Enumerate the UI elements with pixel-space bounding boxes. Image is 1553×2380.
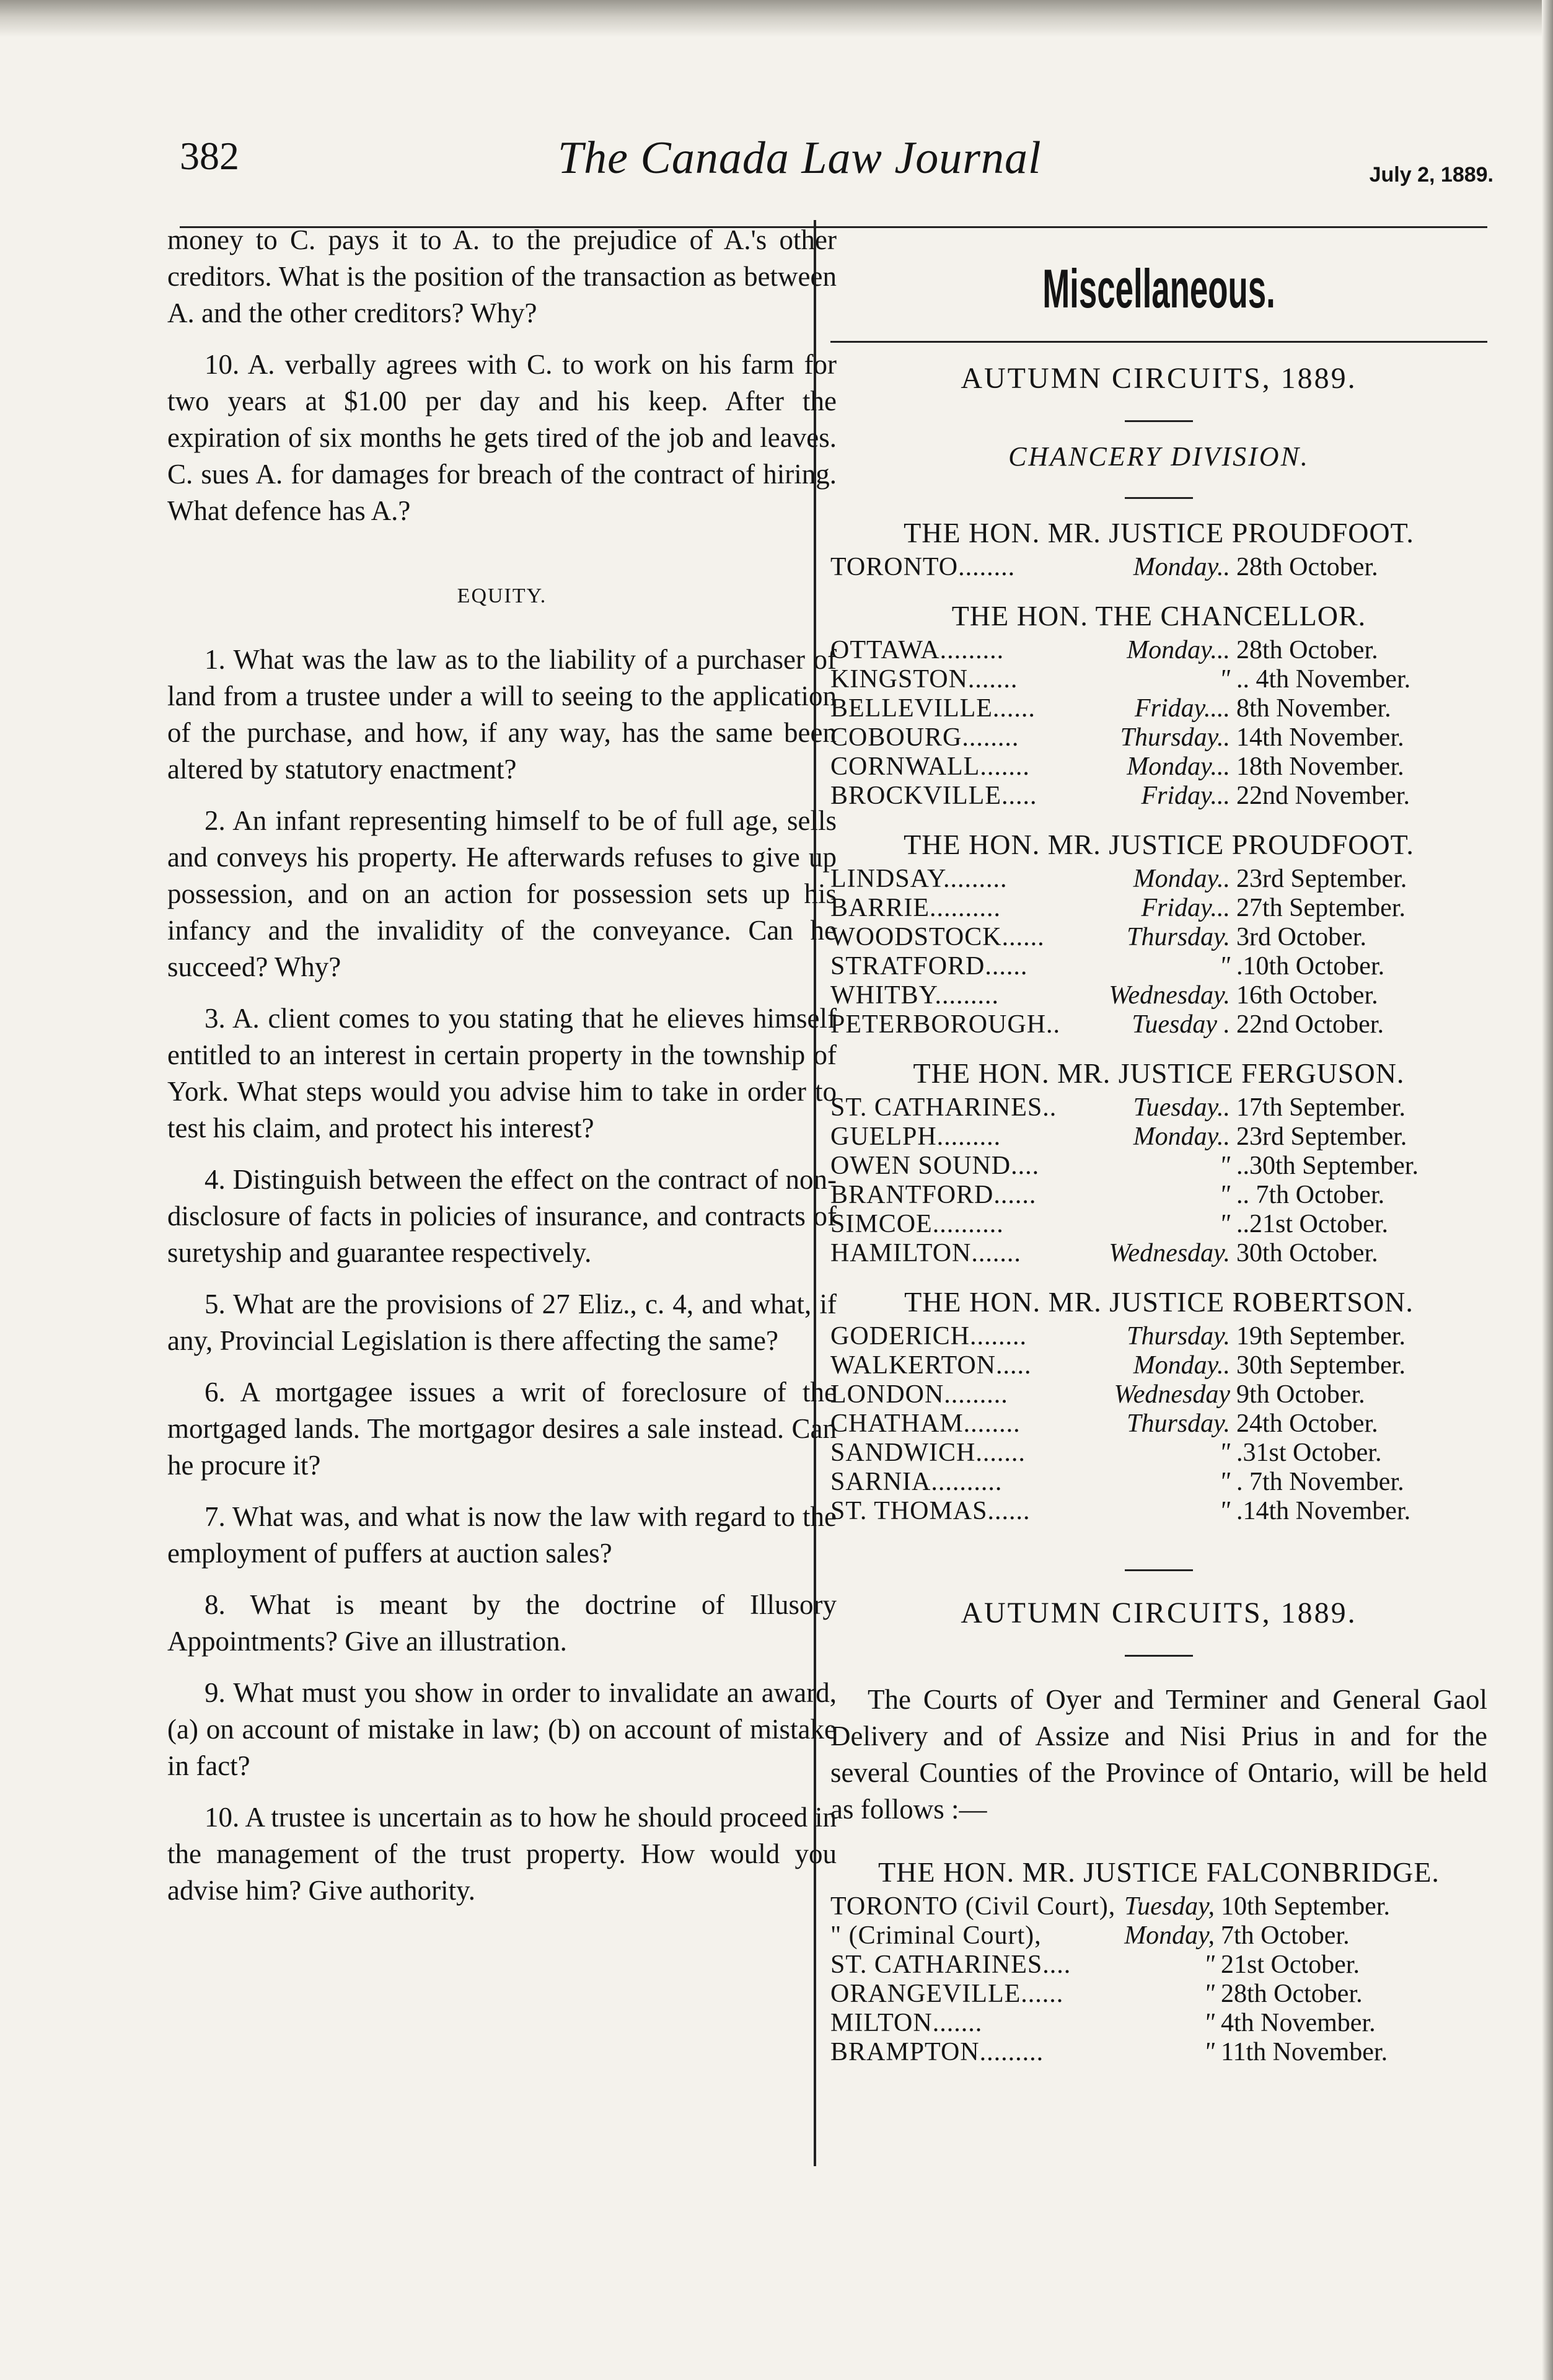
circuit-place: ST. CATHARINES.... — [830, 1950, 1071, 1979]
circuit-day: Thursday. — [1127, 1322, 1230, 1351]
circuit-day: " — [1203, 1980, 1215, 2008]
circuit-day: " — [1219, 1210, 1230, 1238]
equity-question: 5. What are the provisions of 27 Eliz., c. 4, and what, if any, Provincial Legislation is there affecting the same? — [167, 1289, 837, 1356]
equity-heading: EQUITY. — [457, 584, 547, 607]
circuit-day: " — [1219, 1497, 1230, 1525]
circuit-place: ST. CATHARINES.. — [830, 1093, 1057, 1122]
circuit-place: OTTAWA......... — [830, 636, 1005, 664]
schedule-row — [830, 1409, 1487, 1439]
circuit-date: .. 4th November. — [1236, 665, 1411, 694]
circuit-place: SIMCOE.......... — [830, 1210, 1004, 1238]
schedule-row — [830, 1497, 1487, 1526]
miscellaneous-heading: Miscellaneous. — [1042, 258, 1275, 319]
circuit-place: TORONTO........ — [830, 553, 1016, 581]
circuit-day: Friday.... — [1135, 694, 1230, 723]
circuit-place: MILTON....... — [830, 2009, 983, 2037]
judge-schedule — [830, 865, 1487, 1039]
circuit-day: " — [1219, 1152, 1230, 1180]
circuit-day: " — [1219, 952, 1230, 981]
circuit-day: " — [1203, 1950, 1215, 1979]
circuit-place: STRATFORD...... — [830, 952, 1028, 981]
equity-question: 8. What is meant by the doctrine of Illusory Appointments? Give an illustration. — [167, 1589, 837, 1657]
circuit-place: TORONTO (Civil Court), — [830, 1892, 1116, 1921]
circuit-date: .31st October. — [1236, 1439, 1382, 1467]
circuit-date: 18th November. — [1236, 752, 1404, 781]
short-divider — [1125, 1655, 1193, 1657]
circuit-place: CHATHAM........ — [830, 1409, 1021, 1438]
page-header — [161, 127, 1494, 195]
circuit-place: BRAMPTON......... — [830, 2038, 1044, 2066]
circuit-date: 14th November. — [1236, 723, 1404, 752]
circuit-place: CORNWALL....... — [830, 752, 1030, 781]
circuit-day: Thursday. — [1127, 923, 1230, 951]
falconbridge-schedule — [830, 1892, 1487, 2067]
circuit-place: GUELPH......... — [830, 1122, 1001, 1151]
circuit-day: Wednesday — [1114, 1380, 1230, 1409]
circuit-date: 9th October. — [1236, 1380, 1365, 1409]
equity-question: 2. An infant representing himself to be of full age, sells and conveys his property. He afterwards refuses to give up possession, and on an action for possession sets up his infancy and the invalidity of the conveyance. Can he succeed? Why? — [167, 805, 837, 982]
assize-intro: The Courts of Oyer and Terminer and General Gaol Delivery and of Assize and Nisi Prius in and for the several Counties of the Province of Ontario, will be held as follows :— — [830, 1684, 1487, 1825]
circuit-day: " — [1203, 2009, 1215, 2037]
continuation-paragraph: money to C. pays it to A. to the prejudice of A.'s other creditors. What is the position of the transaction as between A. and the other creditors? Why? — [167, 224, 837, 328]
circuit-date: 3rd October. — [1236, 923, 1366, 951]
equity-question: 6. A mortgagee issues a writ of foreclosure of the mortgaged lands. The mortgagor desires a sale instead. Can he procure it? — [167, 1377, 837, 1481]
schedule-row — [830, 1439, 1487, 1468]
judge-schedule — [830, 1322, 1487, 1526]
judge-schedule — [830, 636, 1487, 811]
schedule-row — [830, 1950, 1487, 1980]
circuit-day: Tuesday . — [1132, 1010, 1230, 1039]
judge-heading: THE HON. MR. JUSTICE PROUDFOOT. — [904, 829, 1414, 860]
circuit-place: " (Criminal Court), — [830, 1921, 1042, 1950]
schedule-row — [830, 1980, 1487, 2009]
circuit-day: Friday... — [1141, 782, 1230, 810]
circuit-day: Tuesday.. — [1133, 1093, 1230, 1122]
schedule-row — [830, 636, 1487, 665]
schedule-row — [830, 1122, 1487, 1152]
circuit-date: ..30th September. — [1236, 1152, 1419, 1180]
circuit-date: .. 7th October. — [1236, 1181, 1385, 1209]
circuit-day: Thursday.. — [1120, 723, 1230, 752]
circuit-place: GODERICH........ — [830, 1322, 1027, 1351]
circuit-place: COBOURG........ — [830, 723, 1019, 752]
short-divider — [1125, 497, 1193, 499]
schedule-row — [830, 894, 1487, 923]
right-column — [830, 229, 1487, 2067]
circuit-date: 22nd November. — [1236, 782, 1410, 810]
schedule-row — [830, 1210, 1487, 1239]
circuit-day: Monday.. — [1133, 553, 1230, 581]
schedule-row — [830, 2009, 1487, 2038]
circuit-date: 11th November. — [1221, 2038, 1388, 2066]
circuit-day: Friday... — [1141, 894, 1230, 922]
circuit-day: " — [1219, 665, 1230, 694]
schedule-row — [830, 553, 1487, 582]
schedule-row — [830, 1010, 1487, 1039]
equity-question: 10. A trustee is uncertain as to how he should proceed in the management of the trust property. How would you advise him? Give authority. — [167, 1802, 837, 1906]
issue-date: July 2, 1889. — [1369, 163, 1494, 187]
circuit-date: 22nd October. — [1236, 1010, 1384, 1039]
circuit-place: LONDON......... — [830, 1380, 1008, 1409]
circuit-date: ..21st October. — [1236, 1210, 1388, 1238]
equity-question: 1. What was the law as to the liability of a purchaser of land from a trustee under a will to seeing to the application of the purchase, and how, if any way, has the same been altered by statutory enactment? — [167, 644, 837, 785]
circuit-place: WOODSTOCK...... — [830, 923, 1045, 951]
schedule-row — [830, 1239, 1487, 1268]
circuit-day: Monday... — [1127, 752, 1230, 781]
circuit-date: 10th September. — [1221, 1892, 1390, 1921]
circuit-day: Monday.. — [1133, 865, 1230, 893]
schedule-row — [830, 1152, 1487, 1181]
circuit-date: 27th September. — [1236, 894, 1406, 922]
circuit-place: ORANGEVILLE...... — [830, 1980, 1064, 2008]
circuits-heading-2: AUTUMN CIRCUITS, 1889. — [961, 1597, 1357, 1629]
circuit-day: " — [1219, 1439, 1230, 1467]
circuit-date: 17th September. — [1236, 1093, 1406, 1122]
schedule-row — [830, 1322, 1487, 1351]
judge-heading: THE HON. MR. JUSTICE FERGUSON. — [913, 1057, 1405, 1089]
judge-schedule — [830, 553, 1487, 582]
circuit-date: 30th September. — [1236, 1351, 1406, 1380]
circuit-date: .10th October. — [1236, 952, 1385, 981]
circuit-day: Tuesday, — [1124, 1892, 1215, 1921]
judge-heading: THE HON. MR. JUSTICE PROUDFOOT. — [904, 517, 1414, 549]
circuit-day: Wednesday. — [1109, 1239, 1230, 1267]
schedule-row — [830, 923, 1487, 952]
equity-question: 7. What was, and what is now the law with regard to the employment of puffers at auction sales? — [167, 1501, 837, 1569]
schedule-row — [830, 2038, 1487, 2067]
circuit-date: 28th October. — [1221, 1980, 1363, 2008]
circuit-place: HAMILTON....... — [830, 1239, 1021, 1267]
circuit-place: BELLEVILLE...... — [830, 694, 1036, 723]
circuit-place: SARNIA.......... — [830, 1468, 1003, 1496]
circuit-place: BROCKVILLE..... — [830, 782, 1037, 810]
circuit-day: Monday.. — [1133, 1122, 1230, 1151]
circuit-date: 21st October. — [1221, 1950, 1360, 1979]
circuit-date: 28th October. — [1236, 636, 1378, 664]
circuit-day: Monday, — [1124, 1921, 1215, 1950]
circuits-heading: AUTUMN CIRCUITS, 1889. — [961, 362, 1357, 395]
circuit-place: WALKERTON..... — [830, 1351, 1032, 1380]
circuit-date: 28th October. — [1236, 553, 1378, 581]
schedule-row — [830, 1892, 1487, 1921]
schedule-row — [830, 952, 1487, 981]
schedule-row — [830, 1921, 1487, 1950]
circuit-day: Wednesday. — [1109, 981, 1230, 1010]
circuit-place: PETERBOROUGH.. — [830, 1010, 1061, 1039]
circuit-place: BRANTFORD...... — [830, 1181, 1037, 1209]
journal-title: The Canada Law Journal — [558, 133, 1042, 183]
schedule-row — [830, 1093, 1487, 1122]
schedule-row — [830, 1181, 1487, 1210]
circuit-date: 8th November. — [1236, 694, 1391, 723]
circuit-place: LINDSAY......... — [830, 865, 1008, 893]
section-divider — [830, 341, 1487, 343]
page-edge-shadow-right — [1542, 0, 1553, 2380]
division-heading: CHANCERY DIVISION. — [1008, 441, 1309, 472]
circuit-place: OWEN SOUND.... — [830, 1152, 1040, 1180]
circuit-date: 4th November. — [1221, 2009, 1376, 2037]
schedule-row — [830, 981, 1487, 1010]
judge-schedule — [830, 1093, 1487, 1268]
circuit-day: Monday.. — [1133, 1351, 1230, 1380]
short-divider — [1125, 1569, 1193, 1571]
circuit-date: 23rd September. — [1236, 1122, 1407, 1151]
circuit-date: 24th October. — [1236, 1409, 1378, 1438]
schedule-row — [830, 694, 1487, 723]
circuit-place: SANDWICH....... — [830, 1439, 1026, 1467]
short-divider — [1125, 420, 1193, 422]
judge-heading: THE HON. MR. JUSTICE ROBERTSON. — [904, 1286, 1414, 1318]
circuit-date: 16th October. — [1236, 981, 1378, 1010]
judge-heading: THE HON. MR. JUSTICE FALCONBRIDGE. — [878, 1856, 1440, 1888]
left-column — [167, 222, 837, 1924]
equity-question: 3. A. client comes to you stating that he elieves himself entitled to an interest in certain property in the township of York. What steps would you advise him to take in order to test his claim, and protect his interest? — [167, 1003, 837, 1144]
schedule-row — [830, 865, 1487, 894]
circuit-day: Thursday. — [1127, 1409, 1230, 1438]
schedule-row — [830, 752, 1487, 782]
circuit-day: " — [1219, 1181, 1230, 1209]
circuit-date: 30th October. — [1236, 1239, 1378, 1267]
circuit-place: KINGSTON....... — [830, 665, 1018, 694]
schedule-row — [830, 1468, 1487, 1497]
circuit-place: WHITBY......... — [830, 981, 1000, 1010]
circuit-place: BARRIE.......... — [830, 894, 1001, 922]
circuit-date: 23rd September. — [1236, 865, 1407, 893]
schedule-row — [830, 723, 1487, 752]
page-edge-shadow — [0, 0, 1553, 37]
circuit-day: " — [1203, 2038, 1215, 2066]
equity-question: 9. What must you show in order to invalidate an award, (a) on account of mistake in law; (b) on account of mistake in fact? — [167, 1677, 837, 1781]
equity-question: 4. Distinguish between the effect on the contract of non-disclosure of facts in policies of insurance, and contracts of suretyship and guarantee respectively. — [167, 1164, 837, 1268]
circuit-date: . 7th November. — [1236, 1468, 1404, 1496]
question-10: 10. A. verbally agrees with C. to work on his farm for two years at $1.00 per day and his keep. After the expiration of six months he gets tired of the job and leaves. C. sues A. for damages for breach of the contract of hiring. What defence has A.? — [167, 349, 837, 526]
schedule-row — [830, 782, 1487, 811]
circuit-day: " — [1219, 1468, 1230, 1496]
judge-heading: THE HON. THE CHANCELLOR. — [951, 600, 1366, 632]
schedule-row — [830, 665, 1487, 694]
circuit-schedule — [830, 516, 1487, 1526]
schedule-row — [830, 1380, 1487, 1409]
schedule-row — [830, 1351, 1487, 1380]
circuit-day: Monday... — [1127, 636, 1230, 664]
circuit-date: 19th September. — [1236, 1322, 1406, 1351]
page-number: 382 — [180, 134, 239, 178]
circuit-place: ST. THOMAS...... — [830, 1497, 1031, 1525]
circuit-date: 7th October. — [1221, 1921, 1350, 1950]
circuit-date: .14th November. — [1236, 1497, 1411, 1525]
